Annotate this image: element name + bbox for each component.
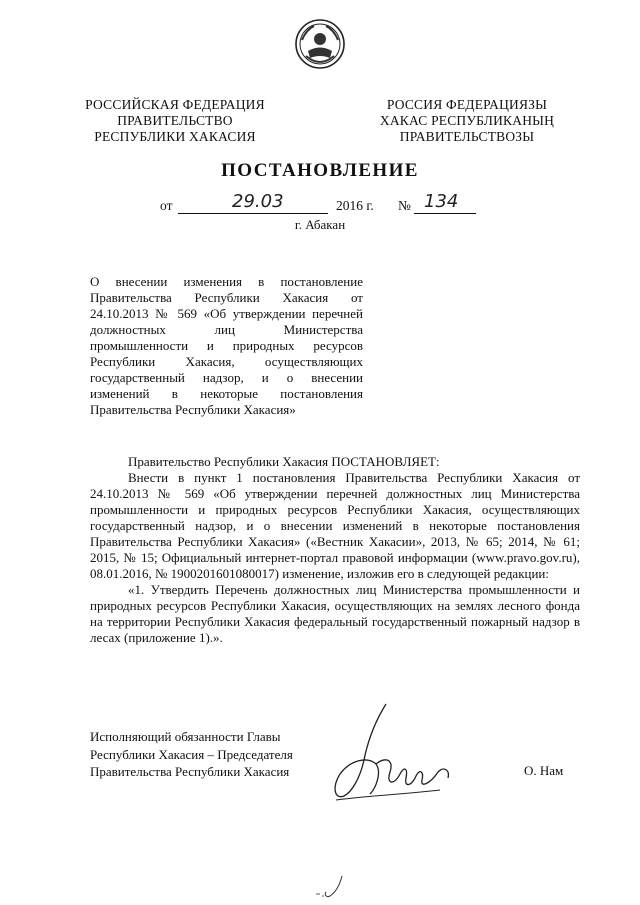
number-handwritten: 134 [424,191,459,212]
header-right-line: ХАКАС РЕСПУБЛИКАНЫҢ [379,113,555,128]
body-paragraph: «1. Утвердить Перечень должностных лиц Министерства промышленности и природных ресурсов Республики Хакасия, осуществляющих на землях лесного фонда на территории Республики Хакасия федеральный государственный пожарный надзор в лесах (приложение 1).». [90,582,580,645]
signatory-position-line: Правительства Республики Хакасия [90,764,290,779]
resolves-line: Правительство Республики Хакасия ПОСТАНОВЛЯЕТ: [128,454,440,469]
header-left-line: РОССИЙСКАЯ ФЕДЕРАЦИЯ [85,97,265,112]
handwritten-initials [312,872,352,902]
coat-of-arms-emblem-icon [294,18,346,70]
header-left-block [84,97,266,145]
city: г. Абакан [294,217,346,232]
signatory-position-line: Республики Хакасия – Председателя [90,746,293,762]
header-right-line: РОССИЯ ФЕДЕРАЦИЯЗЫ [386,97,548,112]
header-left-line: РЕСПУБЛИКИ ХАКАСИЯ [94,129,256,144]
header-left-line: ПРАВИТЕЛЬСТВО [117,113,233,128]
signatory-name: О. Нам [524,763,564,778]
document-body [90,454,580,646]
document-title: ПОСТАНОВЛЕНИЕ [221,160,419,181]
header-right-line: ПРАВИТЕЛЬСТВОЗЫ [399,129,535,144]
signatory-position-line: Исполняющий обязанности Главы [90,729,281,744]
date-year: 2016 г. [336,198,374,213]
document-subject: О внесении изменения в постановление Правительства Республики Хакасия от 24.10.2013 № 569 «Об утверждении перечней должностных лиц Министерства промышленности и природных ресурсов Республики Хакасия, осуществляющих государственный надзор, и о внесении изменений в некоторые постановления Правительства Республики Хакасия» [90,274,363,417]
number-label: № [398,198,411,213]
signatory-position [90,728,293,781]
date-from-label: от [160,198,173,213]
date-handwritten: 29.03 [232,191,284,212]
header-right-block [376,97,558,145]
handwritten-signature [316,700,456,810]
body-paragraph: Внести в пункт 1 постановления Правительства Республики Хакасия от 24.10.2013 № 569 «Об утверждении перечней должностных лиц Министерства промышленности и природных ресурсов Республики Хакасия, осуществляющих государственный надзор, и о внесении изменений в некоторые постановления Правительства Республики Хакасия» («Вестник Хакасии», 2013, № 65; 2014, № 61; 2015, № 15; Официальный интернет-портал правовой информации (www.pravo.gov.ru), 08.01.2016, № 1900201601080017) изменение, изложив его в следующей редакции: [90,470,580,581]
